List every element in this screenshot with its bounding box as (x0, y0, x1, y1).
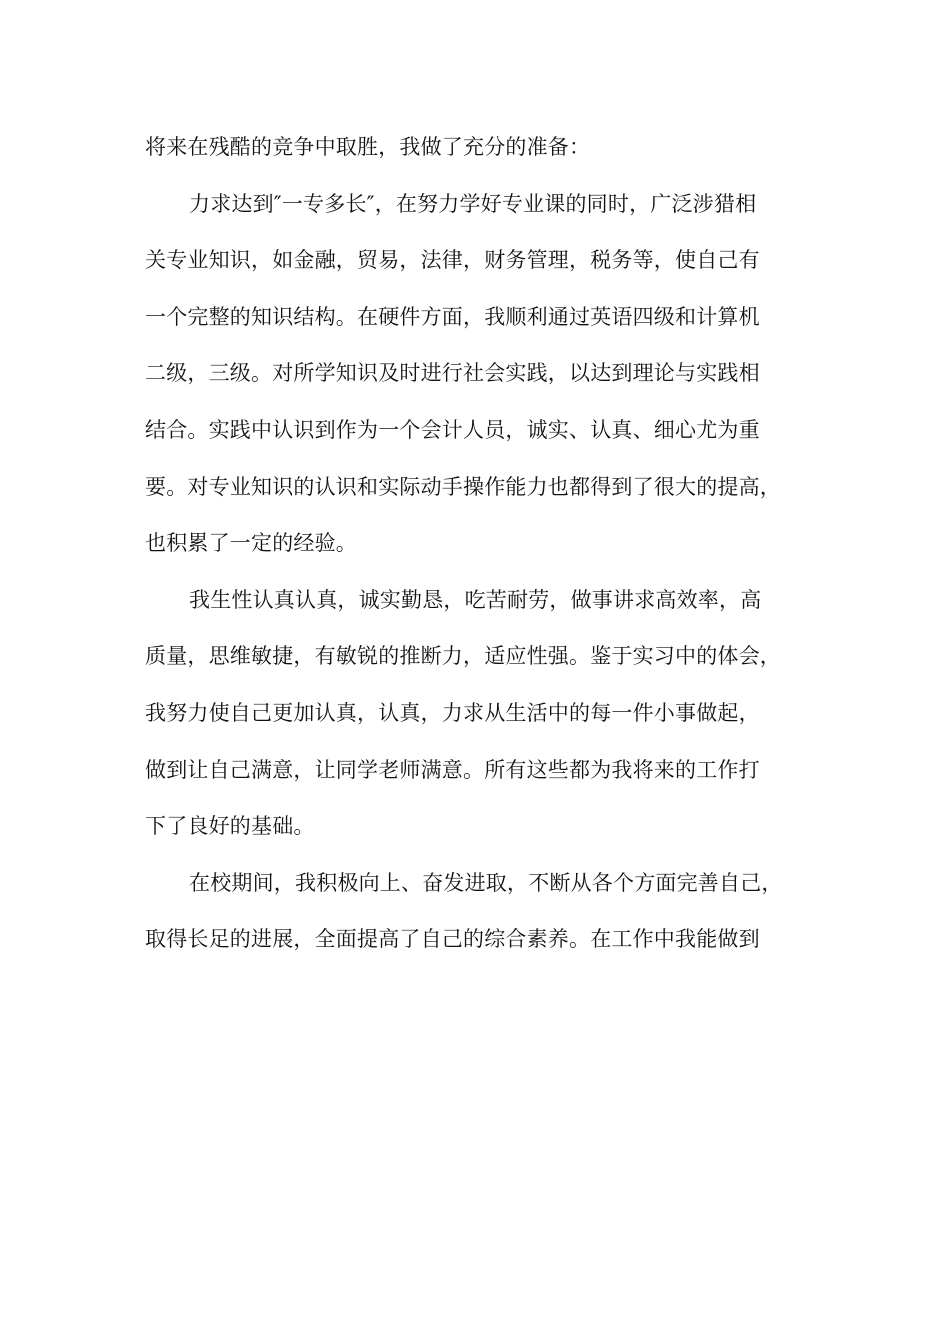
text-line: 结合。实践中认识到作为一个会计人员，诚实、认真、细心尤为重 (145, 417, 760, 442)
paragraph-first-line: 我生性认真认真，诚实勤恳，吃苦耐劳，做事讲求高效率，高 (189, 587, 762, 612)
text-line: 我努力使自己更加认真，认真，力求从生活中的每一件小事做起， (145, 700, 760, 725)
text-line: 一个完整的知识结构。在硬件方面，我顺利通过英语四级和计算机 (145, 304, 760, 329)
text-line: 也积累了一定的经验。 (145, 531, 357, 556)
text-line: 要。对专业知识的认识和实际动手操作能力也都得到了很大的提高， (145, 474, 781, 499)
text-line: 质量，思维敏捷，有敏锐的推断力，适应性强。鉴于实习中的体会， (145, 644, 781, 669)
paragraph-first-line: 在校期间，我积极向上、奋发进取，不断从各个方面完善自己， (189, 870, 783, 895)
text-line: 下了良好的基础。 (145, 814, 315, 839)
paragraph-first-line: 力求达到″一专多长″，在努力学好专业课的同时，广泛涉猎相 (189, 191, 757, 216)
document-body (145, 129, 845, 978)
text-line: 二级，三级。对所学知识及时进行社会实践，以达到理论与实践相 (145, 361, 760, 386)
text-line: 取得长足的进展，全面提高了自己的综合素养。在工作中我能做到 (145, 927, 760, 952)
text-line: 关专业知识，如金融，贸易，法律，财务管理，税务等，使自己有 (145, 248, 760, 273)
text-line: 将来在残酷的竞争中取胜，我做了充分的准备： (145, 135, 591, 159)
text-line: 做到让自己满意，让同学老师满意。所有这些都为我将来的工作打 (145, 757, 760, 782)
